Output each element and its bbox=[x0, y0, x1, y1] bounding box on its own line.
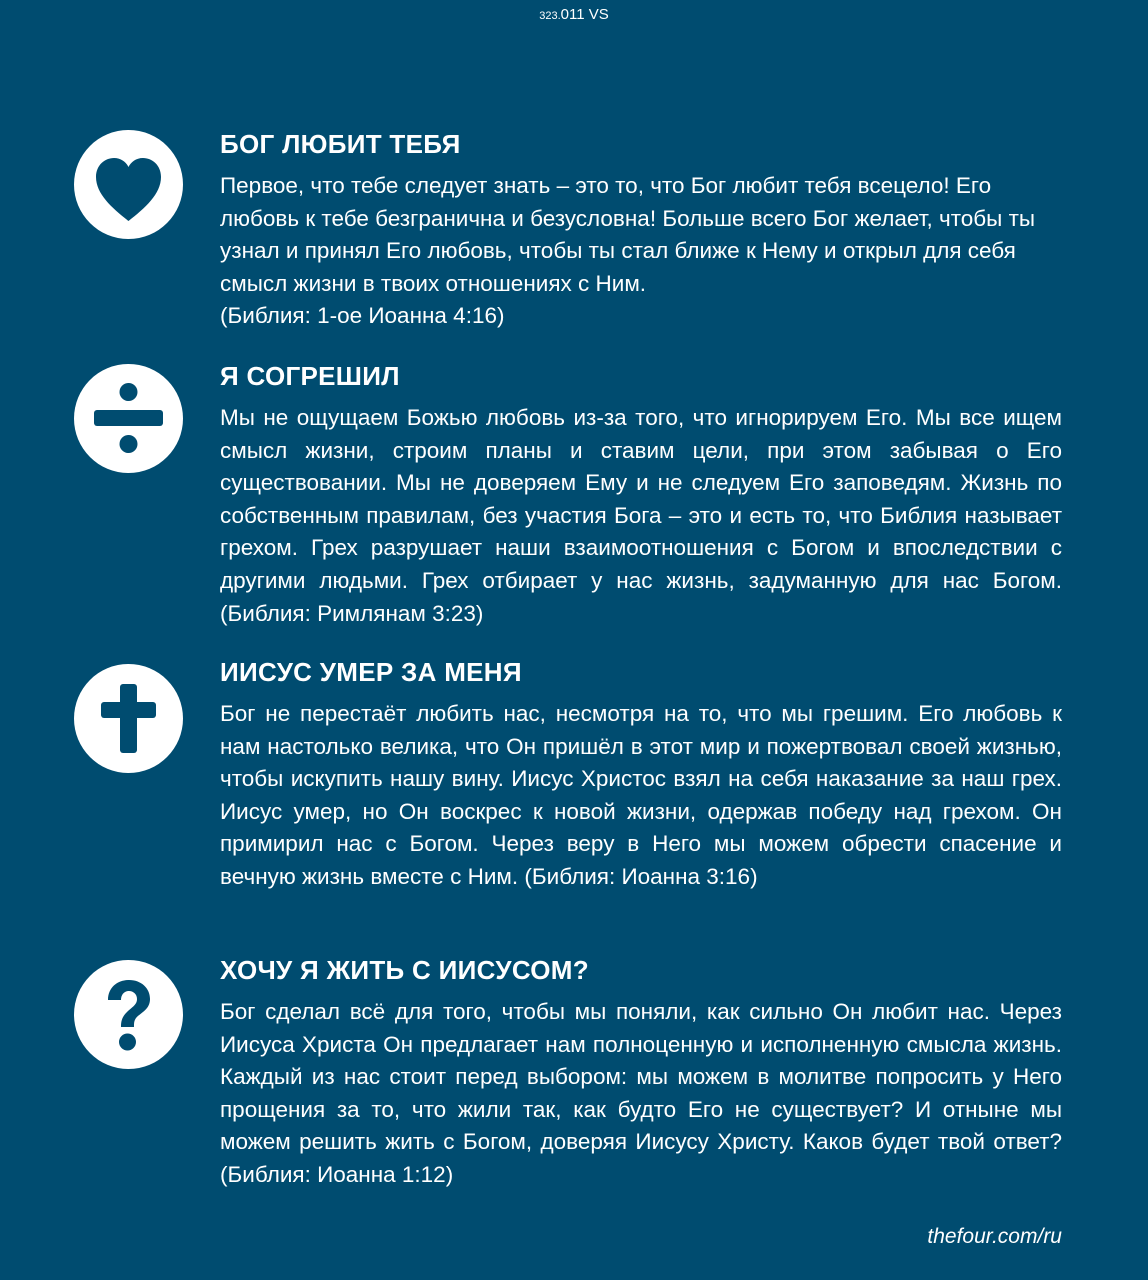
question-mark-icon bbox=[74, 960, 183, 1069]
bible-reference: (Библия: Римлянам 3:23) bbox=[220, 600, 484, 626]
section-body bbox=[220, 698, 1062, 894]
document-code-prefix: 323. bbox=[539, 10, 561, 22]
cross-icon bbox=[74, 664, 183, 773]
document-code bbox=[0, 6, 1148, 23]
bible-reference: (Библия: 1-ое Иоанна 4:16) bbox=[220, 303, 505, 329]
bible-reference: (Библия: Иоанна 3:16) bbox=[524, 863, 758, 889]
section-title: ХОЧУ Я ЖИТЬ С ИИСУСОМ? bbox=[220, 955, 589, 985]
section-body-text: Первое, что тебе следует знать – это то, что Бог любит тебя всецело! Его любовь к тебе безгранична и безусловна! Больше всего Бог желает, чтобы ты узнал и принял Его любовь, чтобы ты стал ближе к Нему и открыл для себя смысл жизни в твоих отношениях с Ним. bbox=[220, 173, 1036, 296]
section-title: ИИСУС УМЕР ЗА МЕНЯ bbox=[220, 657, 522, 687]
division-icon bbox=[74, 364, 183, 473]
section-body-text: Мы не ощущаем Божью любовь из-за того, что игнорируем Его. Мы все ищем смысл жизни, строим планы и ставим цели, при этом забывая о Его существовании. Мы не доверяем Ему и не следуем Его заповедям. Жизнь по собственным правилам, без участия Бога – это и есть то, что Библия называет грехом. Грех разрушает наши взаимоотношения с Богом и впоследствии с другими людьми. Грех отбирает у нас жизнь, задуманную для нас Богом. bbox=[220, 405, 1062, 593]
section-body-text: Бог не перестаёт любить нас, несмотря на то, что мы грешим. Его любовь к нам настолько велика, что Он пришёл в этот мир и пожертвовал своей жизнью, чтобы искупить нашу вину. Иисус Христос взял на себя наказание за наш грех. Иисус умер, но Он воскрес к новой жизни, одержав победу над грехом. Он примирил нас с Богом. Через веру в Него мы можем обрести спасение и вечную жизнь вместе с Ним. bbox=[220, 701, 1062, 889]
bible-reference: (Библия: Иоанна 1:12) bbox=[220, 1161, 454, 1187]
section-body bbox=[220, 170, 1062, 333]
section-body bbox=[220, 996, 1062, 1192]
heart-icon bbox=[74, 130, 183, 239]
section-body bbox=[220, 402, 1062, 630]
document-code-number: 011 VS bbox=[560, 6, 609, 23]
section-title: Я СОГРЕШИЛ bbox=[220, 361, 400, 391]
section-title: БОГ ЛЮБИТ ТЕБЯ bbox=[220, 129, 461, 159]
website-link[interactable]: thefour.com/ru bbox=[927, 1225, 1062, 1248]
section-body-text: Бог сделал всё для того, чтобы мы поняли, как сильно Он любит нас. Через Иисуса Христа Он предлагает нам полноценную и исполненную смысла жизнь. Каждый из нас стоит перед выбором: мы можем в молитве попросить у Него прощения за то, что жили так, как будто Его не существует? И отныне мы можем решить жить с Богом, доверяя Иисусу Христу. Каков будет твой ответ? bbox=[220, 999, 1062, 1155]
